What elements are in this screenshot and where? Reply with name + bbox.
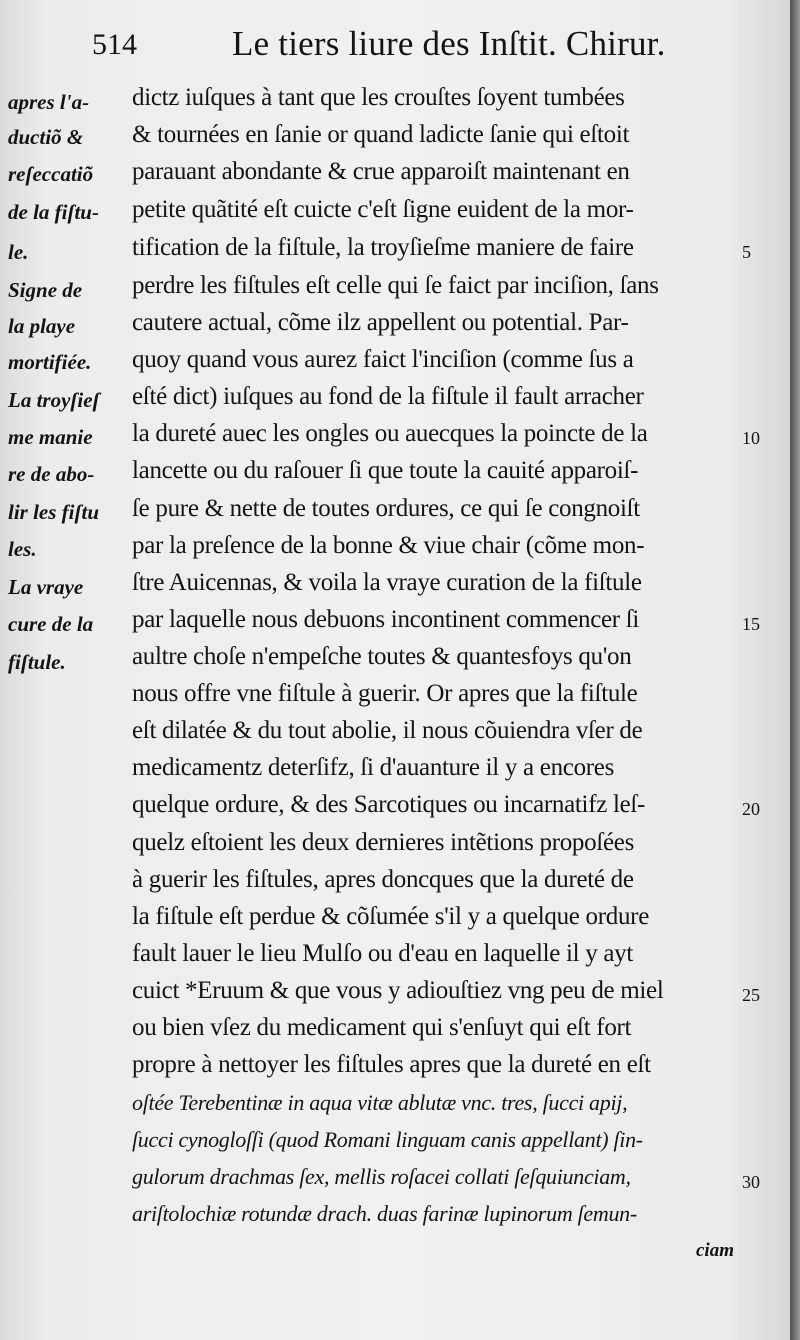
text-line: à guerir les fiſtules, apres doncques que la dureté de <box>132 866 634 893</box>
text-line: aultre choſe n'empeſche toutes & quantesfoys qu'on <box>132 643 632 670</box>
margin-note: La vraye <box>8 575 84 599</box>
text-line: perdre les fiſtules eſt celle qui ſe faict par inciſion, ſans <box>132 272 659 299</box>
text-line: tification de la fiſtule, la troyſieſme maniere de faire <box>132 234 634 261</box>
text-line: dictz iuſques à tant que les crouſtes ſoyent tumbées <box>132 84 625 111</box>
text-line: quelz eſtoient les deux dernieres intẽtions propoſées <box>132 829 634 856</box>
text-line: quoy quand vous aurez faict l'inciſion (comme ſus a <box>132 346 634 373</box>
margin-note: re de abo- <box>8 462 95 486</box>
text-line: nous offre vne fiſtule à guerir. Or apres que la fiſtule <box>132 680 638 707</box>
margin-note: lir les fiſtu <box>8 500 100 524</box>
margin-note: ductiõ & <box>8 125 84 149</box>
margin-note: le. <box>8 240 29 264</box>
margin-note: Signe de <box>8 278 83 302</box>
text-line: & tournées en ſanie or quand ladicte ſanie qui eſtoit <box>132 121 630 148</box>
margin-note: de la fiſtu- <box>8 200 99 224</box>
text-line: par laquelle nous debuons incontinent commencer ſi <box>132 606 640 633</box>
line-number: 20 <box>742 799 760 819</box>
page-number: 514 <box>92 28 137 61</box>
text-line: fault lauer le lieu Mulſo ou d'eau en laquelle il y ayt <box>132 940 634 967</box>
text-line: ou bien vſez du medicament qui s'enſuyt qui eſt fort <box>132 1014 632 1041</box>
book-spine <box>790 0 800 1340</box>
margin-note: reſeccatiõ <box>8 162 94 186</box>
text-line: lancette ou du raſouer ſi que toute la cauité apparoiſ- <box>132 457 639 484</box>
text-line: oſtée Terebentinæ in aqua vitæ ablutæ vnc. tres, ſucci apij, <box>132 1090 628 1115</box>
text-line: eſté dict) iuſques au fond de la fiſtule il fault arracher <box>132 383 644 410</box>
line-number: 10 <box>742 428 760 448</box>
text-line: gulorum drachmas ſex, mellis roſacei collati ſeſquiunciam, <box>132 1164 631 1189</box>
text-line: la dureté auec les ongles ou auecques la poincte de la <box>132 420 648 447</box>
line-number: 25 <box>742 985 760 1005</box>
text-line: propre à nettoyer les fiſtules apres que la dureté en eſt <box>132 1051 651 1078</box>
text-line: cautere actual, cõme ilz appellent ou potential. Par- <box>132 309 629 336</box>
text-line: medicamentz deterſifz, ſi d'auanture il y a encores <box>132 754 615 781</box>
text-line: par la preſence de la bonne & viue chair (cõme mon- <box>132 532 645 559</box>
text-line: ariſtolochiæ rotundæ drach. duas farinæ lupinorum ſemun- <box>132 1201 637 1226</box>
margin-note: mortifiée. <box>8 350 92 374</box>
text-line: parauant abondante & crue apparoiſt maintenant en <box>132 158 630 185</box>
text-line: quelque ordure, & des Sarcotiques ou incarnatifz leſ- <box>132 791 646 818</box>
line-number: 30 <box>742 1172 760 1192</box>
text-line: cuict *Eruum & que vous y adiouſtiez vng peu de miel <box>132 977 664 1004</box>
text-line: petite quãtité eſt cuicte c'eſt ſigne euident de la mor- <box>132 196 634 223</box>
margin-note: cure de la <box>8 612 94 636</box>
line-number: 15 <box>742 614 760 634</box>
margin-note: la playe <box>8 314 76 338</box>
text-line: ſtre Auicennas, & voila la vraye curation de la fiſtule <box>132 569 642 596</box>
margin-note: apres l'a- <box>8 90 90 114</box>
margin-note: les. <box>8 537 37 561</box>
running-head: Le tiers liure des Inſtit. Chirur. <box>232 24 666 63</box>
margin-note: me manie <box>8 425 93 449</box>
margin-note: La troyſieſ <box>8 388 100 412</box>
catchword: ciam <box>696 1240 734 1261</box>
line-number: 5 <box>742 242 751 262</box>
margin-note: fiſtule. <box>8 650 66 674</box>
text-line: ſe pure & nette de toutes ordures, ce qui ſe congnoiſt <box>132 495 640 522</box>
text-line: la fiſtule eſt perdue & cõſumée s'il y a quelque ordure <box>132 903 649 930</box>
text-line: ſucci cynogloſſi (quod Romani linguam canis appellant) ſin- <box>132 1127 643 1152</box>
text-line: eſt dilatée & du tout abolie, il nous cõuiendra vſer de <box>132 717 643 744</box>
